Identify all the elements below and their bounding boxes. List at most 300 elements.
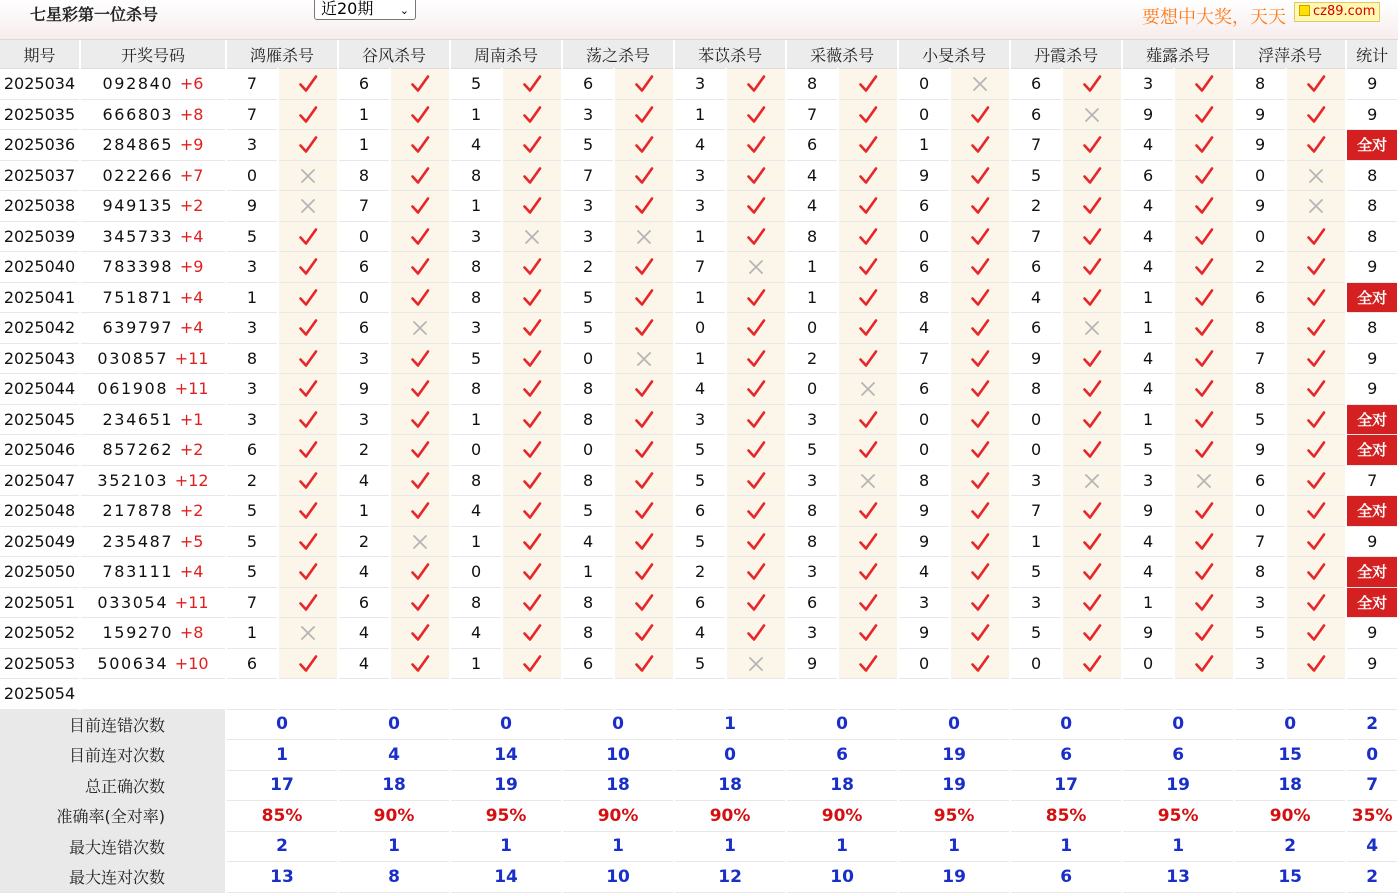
- kill-pick: 8: [786, 69, 838, 100]
- kill-pick: 7: [1010, 130, 1062, 161]
- hit-mark: [1174, 69, 1234, 100]
- kill-pick: 5: [1010, 160, 1062, 191]
- table-row: [0, 496, 1398, 527]
- hit-mark: [614, 69, 674, 100]
- check-icon: [970, 440, 990, 460]
- kill-pick: 7: [226, 99, 278, 130]
- kill-pick: 5: [450, 343, 502, 374]
- hit-mark: [614, 160, 674, 191]
- empty-cell: [390, 679, 450, 710]
- hit-mark: [726, 557, 786, 588]
- cross-icon: [858, 379, 878, 399]
- check-icon: [634, 440, 654, 460]
- hit-mark: [278, 343, 338, 374]
- hit-mark: [390, 191, 450, 222]
- kill-pick: 1: [450, 648, 502, 679]
- hit-mark: [726, 252, 786, 283]
- hit-mark: [950, 435, 1010, 466]
- period-select-value: 近20期: [321, 0, 374, 18]
- check-icon: [746, 349, 766, 369]
- check-icon: [746, 196, 766, 216]
- check-icon: [522, 379, 542, 399]
- hit-mark: [838, 557, 898, 588]
- table-row: [0, 69, 1398, 100]
- hit-mark: [614, 496, 674, 527]
- cross-icon: [1306, 196, 1326, 216]
- kill-pick: 4: [338, 557, 390, 588]
- draw-digits: 345733: [102, 226, 174, 246]
- check-icon: [858, 562, 878, 582]
- hit-mark: [950, 69, 1010, 100]
- period-cell: 2025050: [0, 557, 80, 588]
- check-icon: [858, 196, 878, 216]
- kill-pick: 2: [226, 465, 278, 496]
- check-icon: [970, 105, 990, 125]
- hit-mark: [390, 130, 450, 161]
- stat-cell: 8: [1346, 160, 1398, 191]
- kill-pick: 8: [562, 404, 614, 435]
- summary-value: 1: [562, 831, 674, 862]
- hit-mark: [838, 343, 898, 374]
- kill-pick: 1: [898, 130, 950, 161]
- hit-mark: [950, 465, 1010, 496]
- check-icon: [970, 623, 990, 643]
- empty-cell: [1346, 679, 1398, 710]
- period-cell: 2025041: [0, 282, 80, 313]
- summary-value: 1: [338, 831, 450, 862]
- hit-mark: [838, 496, 898, 527]
- kill-pick: 1: [1122, 282, 1174, 313]
- current-label: 当前期杀号: [80, 679, 226, 710]
- check-icon: [970, 196, 990, 216]
- hit-mark: [390, 435, 450, 466]
- draw-numbers: [80, 282, 226, 313]
- hit-mark: [1286, 191, 1346, 222]
- hit-mark: [502, 404, 562, 435]
- summary-value: 95%: [450, 801, 562, 832]
- hit-mark: [950, 374, 1010, 405]
- check-icon: [1194, 74, 1214, 94]
- draw-numbers: [80, 648, 226, 679]
- hit-mark: [838, 648, 898, 679]
- hit-mark: [278, 191, 338, 222]
- summary-value: 90%: [674, 801, 786, 832]
- kill-pick: 3: [450, 221, 502, 252]
- summary-stat: 4: [1346, 831, 1398, 862]
- check-icon: [1306, 623, 1326, 643]
- hit-mark: [950, 160, 1010, 191]
- check-icon: [298, 105, 318, 125]
- kill-pick: 8: [450, 587, 502, 618]
- kill-pick: 1: [1122, 313, 1174, 344]
- kill-pick: 8: [1234, 69, 1286, 100]
- kill-pick: 3: [674, 69, 726, 100]
- kill-pick: 6: [562, 648, 614, 679]
- header-row: [0, 40, 1398, 69]
- draw-numbers: [80, 557, 226, 588]
- hit-mark: [1286, 587, 1346, 618]
- hit-mark: [1062, 343, 1122, 374]
- hit-mark: [278, 221, 338, 252]
- summary-label: 目前连错次数: [0, 709, 226, 740]
- summary-value: 1: [1122, 831, 1234, 862]
- hit-mark: [278, 313, 338, 344]
- hit-mark: [278, 587, 338, 618]
- draw-numbers: [80, 130, 226, 161]
- hit-mark: [1286, 160, 1346, 191]
- check-icon: [1306, 501, 1326, 521]
- hit-mark: [502, 252, 562, 283]
- top-bar: [0, 0, 1398, 40]
- site-logo-icon: [1299, 5, 1310, 16]
- kill-pick: 9: [1122, 496, 1174, 527]
- kill-pick: 1: [1122, 404, 1174, 435]
- check-icon: [970, 532, 990, 552]
- kill-pick: 4: [674, 130, 726, 161]
- hit-mark: [1174, 404, 1234, 435]
- check-icon: [410, 562, 430, 582]
- cross-icon: [1082, 318, 1102, 338]
- kill-pick: 7: [1234, 526, 1286, 557]
- check-icon: [746, 135, 766, 155]
- period-cell: 2025039: [0, 221, 80, 252]
- kill-pick: 4: [450, 130, 502, 161]
- draw-numbers: [80, 343, 226, 374]
- period-cell: 2025034: [0, 69, 80, 100]
- hit-mark: [726, 282, 786, 313]
- stat-cell: 全对: [1346, 435, 1398, 466]
- summary-value: 95%: [898, 801, 1010, 832]
- kill-pick: 6: [1234, 465, 1286, 496]
- summary-value: 19: [898, 862, 1010, 893]
- page-title: 七星彩第一位杀号: [30, 5, 159, 24]
- site-badge[interactable]: [1294, 2, 1380, 22]
- kill-pick: 3: [1234, 648, 1286, 679]
- kill-pick: 5: [674, 465, 726, 496]
- kill-pick: 0: [1234, 221, 1286, 252]
- summary-value: 19: [898, 740, 1010, 771]
- period-cell: 2025054: [0, 679, 80, 710]
- summary-value: 1: [674, 831, 786, 862]
- kill-pick: 4: [1010, 282, 1062, 313]
- check-icon: [634, 196, 654, 216]
- hit-mark: [502, 221, 562, 252]
- kill-pick: 1: [338, 496, 390, 527]
- kill-pick: 0: [226, 160, 278, 191]
- hit-mark: [726, 648, 786, 679]
- kill-pick: 6: [674, 496, 726, 527]
- hit-mark: [838, 282, 898, 313]
- check-icon: [522, 623, 542, 643]
- period-cell: 2025049: [0, 526, 80, 557]
- check-icon: [1082, 379, 1102, 399]
- col-header-expert: 丹霞杀号: [1010, 40, 1122, 69]
- hit-mark: [502, 435, 562, 466]
- check-icon: [298, 318, 318, 338]
- hit-mark: [838, 435, 898, 466]
- summary-value: 0: [338, 709, 450, 740]
- kill-pick: 9: [786, 648, 838, 679]
- table-row: [0, 404, 1398, 435]
- summary-value: 6: [1122, 740, 1234, 771]
- summary-value: 17: [226, 770, 338, 801]
- kill-pick: 4: [1122, 374, 1174, 405]
- summary-value: 15: [1234, 740, 1346, 771]
- table-row: [0, 160, 1398, 191]
- kill-pick: 1: [562, 557, 614, 588]
- summary-value: 90%: [786, 801, 898, 832]
- check-icon: [1082, 593, 1102, 613]
- summary-label: 目前连对次数: [0, 740, 226, 771]
- hit-mark: [278, 496, 338, 527]
- draw-digits: 235487: [102, 531, 174, 551]
- check-icon: [522, 562, 542, 582]
- kill-pick: 3: [898, 587, 950, 618]
- check-icon: [1082, 501, 1102, 521]
- hit-mark: [390, 221, 450, 252]
- hit-mark: [950, 99, 1010, 130]
- cross-icon: [1194, 471, 1214, 491]
- check-icon: [634, 654, 654, 674]
- draw-digits: 033054: [97, 592, 169, 612]
- hit-mark: [726, 465, 786, 496]
- table-row: [0, 374, 1398, 405]
- kill-pick: 7: [1234, 343, 1286, 374]
- kill-pick: 8: [226, 343, 278, 374]
- check-icon: [858, 227, 878, 247]
- check-icon: [634, 318, 654, 338]
- summary-row: [0, 862, 1398, 893]
- hit-mark: [502, 496, 562, 527]
- draw-bonus: +11: [174, 379, 209, 399]
- kill-pick: 4: [1122, 191, 1174, 222]
- hit-mark: [950, 404, 1010, 435]
- kill-pick: 3: [1122, 465, 1174, 496]
- check-icon: [298, 471, 318, 491]
- kill-pick: 3: [226, 252, 278, 283]
- kill-pick: 6: [338, 252, 390, 283]
- cross-icon: [970, 74, 990, 94]
- kill-pick: 6: [898, 191, 950, 222]
- kill-pick: 5: [562, 282, 614, 313]
- hit-mark: [950, 130, 1010, 161]
- kill-pick: 3: [674, 404, 726, 435]
- draw-numbers: [80, 435, 226, 466]
- kill-pick: 5: [226, 496, 278, 527]
- summary-value: 0: [450, 709, 562, 740]
- check-icon: [1306, 410, 1326, 430]
- empty-cell: [1062, 679, 1122, 710]
- stat-cell: 全对: [1346, 130, 1398, 161]
- kill-pick: 3: [674, 160, 726, 191]
- summary-value: 4: [338, 740, 450, 771]
- hit-mark: [1286, 557, 1346, 588]
- kill-pick: 8: [1234, 557, 1286, 588]
- hit-mark: [950, 191, 1010, 222]
- kill-pick: 0: [338, 221, 390, 252]
- col-header-stat: 统计: [1346, 40, 1398, 69]
- kill-pick: 3: [1010, 465, 1062, 496]
- summary-value: 6: [1010, 740, 1122, 771]
- summary-value: 6: [1010, 862, 1122, 893]
- check-icon: [634, 74, 654, 94]
- kill-pick: 5: [786, 435, 838, 466]
- hit-mark: [1174, 221, 1234, 252]
- check-icon: [522, 471, 542, 491]
- kill-pick: 8: [338, 160, 390, 191]
- hit-mark: [390, 282, 450, 313]
- hit-mark: [1286, 374, 1346, 405]
- kill-pick: 3: [226, 404, 278, 435]
- check-icon: [410, 654, 430, 674]
- hit-mark: [614, 282, 674, 313]
- draw-numbers: [80, 374, 226, 405]
- hit-mark: [1062, 618, 1122, 649]
- check-icon: [522, 501, 542, 521]
- kill-pick: 7: [674, 252, 726, 283]
- kill-pick: 6: [786, 130, 838, 161]
- kill-pick: 6: [786, 587, 838, 618]
- kill-pick: 0: [1010, 648, 1062, 679]
- check-icon: [634, 501, 654, 521]
- cross-icon: [298, 166, 318, 186]
- draw-bonus: +4: [179, 562, 204, 582]
- draw-bonus: +9: [179, 135, 204, 155]
- check-icon: [1306, 318, 1326, 338]
- empty-cell: [1174, 679, 1234, 710]
- stat-cell: 全对: [1346, 404, 1398, 435]
- stat-cell: 9: [1346, 69, 1398, 100]
- check-icon: [1194, 379, 1214, 399]
- kill-pick: 7: [898, 343, 950, 374]
- hit-mark: [614, 465, 674, 496]
- hit-mark: [838, 404, 898, 435]
- kill-pick: 0: [562, 435, 614, 466]
- hit-mark: [1174, 648, 1234, 679]
- hit-mark: [726, 130, 786, 161]
- current-kill-pick: 9: [898, 679, 950, 710]
- kill-pick: 3: [562, 221, 614, 252]
- kill-pick: 2: [562, 252, 614, 283]
- summary-value: 0: [226, 709, 338, 740]
- hit-mark: [1062, 496, 1122, 527]
- hit-mark: [278, 374, 338, 405]
- hit-mark: [726, 221, 786, 252]
- kill-pick: 8: [562, 587, 614, 618]
- check-icon: [522, 74, 542, 94]
- check-icon: [746, 410, 766, 430]
- check-icon: [634, 471, 654, 491]
- summary-value: 0: [674, 740, 786, 771]
- draw-digits: 639797: [102, 318, 174, 338]
- hit-mark: [1062, 648, 1122, 679]
- summary-stat: 35%: [1346, 801, 1398, 832]
- summary-value: 0: [898, 709, 1010, 740]
- kill-pick: 9: [338, 374, 390, 405]
- table-row: [0, 313, 1398, 344]
- col-header-expert: 苯苡杀号: [674, 40, 786, 69]
- draw-bonus: +2: [179, 196, 204, 216]
- summary-label: 最大连对次数: [0, 862, 226, 893]
- stat-cell: 全对: [1346, 496, 1398, 527]
- hit-mark: [614, 526, 674, 557]
- check-icon: [410, 257, 430, 277]
- hit-mark: [614, 648, 674, 679]
- check-icon: [1194, 196, 1214, 216]
- period-select[interactable]: [314, 0, 416, 20]
- kill-pick: 9: [1010, 343, 1062, 374]
- check-icon: [634, 135, 654, 155]
- check-icon: [410, 105, 430, 125]
- period-cell: 2025047: [0, 465, 80, 496]
- kill-pick: 8: [1010, 374, 1062, 405]
- cross-icon: [410, 532, 430, 552]
- kill-pick: 1: [674, 221, 726, 252]
- col-header-expert: 谷风杀号: [338, 40, 450, 69]
- check-icon: [1194, 105, 1214, 125]
- summary-value: 12: [674, 862, 786, 893]
- check-icon: [1194, 166, 1214, 186]
- hit-mark: [390, 160, 450, 191]
- check-icon: [1082, 166, 1102, 186]
- hit-mark: [278, 99, 338, 130]
- hit-mark: [838, 99, 898, 130]
- kill-pick: 3: [226, 374, 278, 405]
- kill-pick: 6: [898, 374, 950, 405]
- hit-mark: [278, 435, 338, 466]
- summary-value: 6: [786, 740, 898, 771]
- draw-bonus: +4: [179, 226, 204, 246]
- check-icon: [1306, 379, 1326, 399]
- kill-pick: 8: [1234, 313, 1286, 344]
- draw-bonus: +6: [179, 74, 204, 94]
- check-icon: [634, 623, 654, 643]
- check-icon: [522, 440, 542, 460]
- kill-pick: 0: [786, 374, 838, 405]
- summary-value: 85%: [1010, 801, 1122, 832]
- kill-pick: 9: [1122, 618, 1174, 649]
- kill-pick: 8: [450, 374, 502, 405]
- stat-cell: 8: [1346, 313, 1398, 344]
- check-icon: [1194, 410, 1214, 430]
- hit-mark: [726, 404, 786, 435]
- kill-pick: 1: [226, 282, 278, 313]
- hit-mark: [950, 648, 1010, 679]
- check-icon: [298, 562, 318, 582]
- kill-pick: 0: [898, 99, 950, 130]
- hit-mark: [726, 618, 786, 649]
- summary-value: 1: [450, 831, 562, 862]
- kill-pick: 1: [674, 343, 726, 374]
- hit-mark: [1062, 465, 1122, 496]
- period-cell: 2025040: [0, 252, 80, 283]
- hit-mark: [838, 221, 898, 252]
- check-icon: [746, 562, 766, 582]
- kill-pick: 8: [898, 465, 950, 496]
- draw-bonus: +8: [179, 623, 204, 643]
- hit-mark: [502, 587, 562, 618]
- current-kill-pick: 2: [226, 679, 278, 710]
- hit-mark: [838, 252, 898, 283]
- summary-value: 1: [786, 831, 898, 862]
- summary-row: [0, 709, 1398, 740]
- draw-bonus: +9: [179, 257, 204, 277]
- check-icon: [634, 166, 654, 186]
- draw-bonus: +12: [174, 470, 209, 490]
- hit-mark: [390, 465, 450, 496]
- kill-pick: 4: [338, 465, 390, 496]
- kill-pick: 3: [786, 465, 838, 496]
